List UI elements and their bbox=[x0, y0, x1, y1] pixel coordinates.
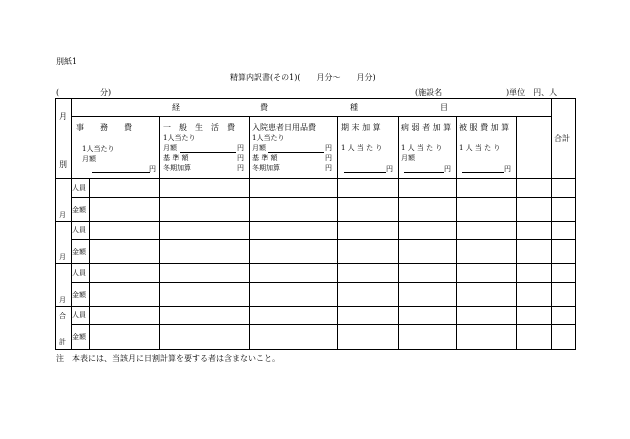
row3-month: 月 bbox=[59, 296, 66, 304]
col2-line3: 基 準 額 bbox=[163, 154, 189, 162]
row3-amount: 金額 bbox=[72, 291, 86, 299]
header-unit: )単位 円、人 bbox=[506, 88, 558, 97]
col4-title: 期 末 加 算 bbox=[341, 123, 381, 132]
total-amount: 金額 bbox=[72, 333, 86, 341]
row1-people: 人員 bbox=[72, 184, 86, 192]
col6-line1: 1 人 当 た り bbox=[459, 144, 501, 152]
header-facility: (施設名 bbox=[415, 88, 443, 97]
col4-yen: 円 bbox=[386, 165, 393, 173]
col3-line4: 冬期加算 bbox=[252, 164, 280, 172]
row1-amount: 金額 bbox=[72, 206, 86, 214]
col3-line1: 1人当たり bbox=[252, 134, 285, 142]
expense-header-2: 費 bbox=[260, 103, 268, 112]
col2-yen3: 円 bbox=[237, 164, 244, 172]
col1-line2: 月額 bbox=[82, 155, 96, 163]
row2-amount: 金額 bbox=[72, 248, 86, 256]
expense-header-3: 種 bbox=[350, 103, 358, 112]
col1-line1: 1人当たり bbox=[82, 145, 115, 153]
expense-header-4: 目 bbox=[440, 103, 448, 112]
row3-people: 人員 bbox=[72, 269, 86, 277]
total-row-bottom: 計 bbox=[59, 338, 66, 346]
col2-yen2: 円 bbox=[237, 154, 244, 162]
col5-line2: 月額 bbox=[401, 154, 415, 162]
col5-title: 病 弱 者 加 算 bbox=[401, 123, 452, 132]
row2-month: 月 bbox=[59, 253, 66, 261]
col2-line2: 月額 bbox=[163, 144, 177, 152]
col6-yen: 円 bbox=[504, 165, 511, 173]
col4-line1: 1 人 当 た り bbox=[341, 144, 383, 152]
row1-month: 月 bbox=[59, 211, 66, 219]
footnote: 注 本表には、当該月に日割計算を要する者は含まないこと。 bbox=[56, 354, 280, 363]
header-left-open: ( bbox=[56, 88, 60, 97]
col6-title: 被 服 費 加 算 bbox=[459, 123, 510, 132]
header-left-close: 分) bbox=[100, 88, 112, 97]
document-title: 精算内訳書(その1)( 月分～ 月分) bbox=[230, 73, 376, 82]
total-header: 合計 bbox=[554, 134, 570, 143]
row-header-bottom: 別 bbox=[59, 160, 67, 169]
col5-line1: 1 人 当 た り bbox=[401, 144, 443, 152]
col2-title: 一 般 生 活 費 bbox=[163, 123, 235, 132]
col2-line1: 1人当たり bbox=[163, 134, 196, 142]
total-row-top: 合 bbox=[59, 312, 66, 320]
col3-yen3: 円 bbox=[325, 164, 332, 172]
col5-yen: 円 bbox=[444, 165, 451, 173]
col1-yen: 円 bbox=[149, 165, 156, 173]
col3-line3: 基 準 額 bbox=[252, 154, 278, 162]
col3-line2: 月額 bbox=[252, 144, 266, 152]
row-header-top: 月 bbox=[59, 112, 67, 121]
col3-yen1: 円 bbox=[325, 144, 332, 152]
annex-label: 別紙1 bbox=[56, 57, 78, 66]
col1-title: 事 務 費 bbox=[76, 123, 132, 132]
row2-people: 人員 bbox=[72, 226, 86, 234]
col3-yen2: 円 bbox=[325, 154, 332, 162]
expense-header-1: 経 bbox=[172, 103, 180, 112]
col2-yen1: 円 bbox=[237, 144, 244, 152]
total-people: 人員 bbox=[72, 311, 86, 319]
col3-title: 入院患者日用品費 bbox=[252, 123, 316, 132]
col2-line4: 冬期加算 bbox=[163, 164, 191, 172]
